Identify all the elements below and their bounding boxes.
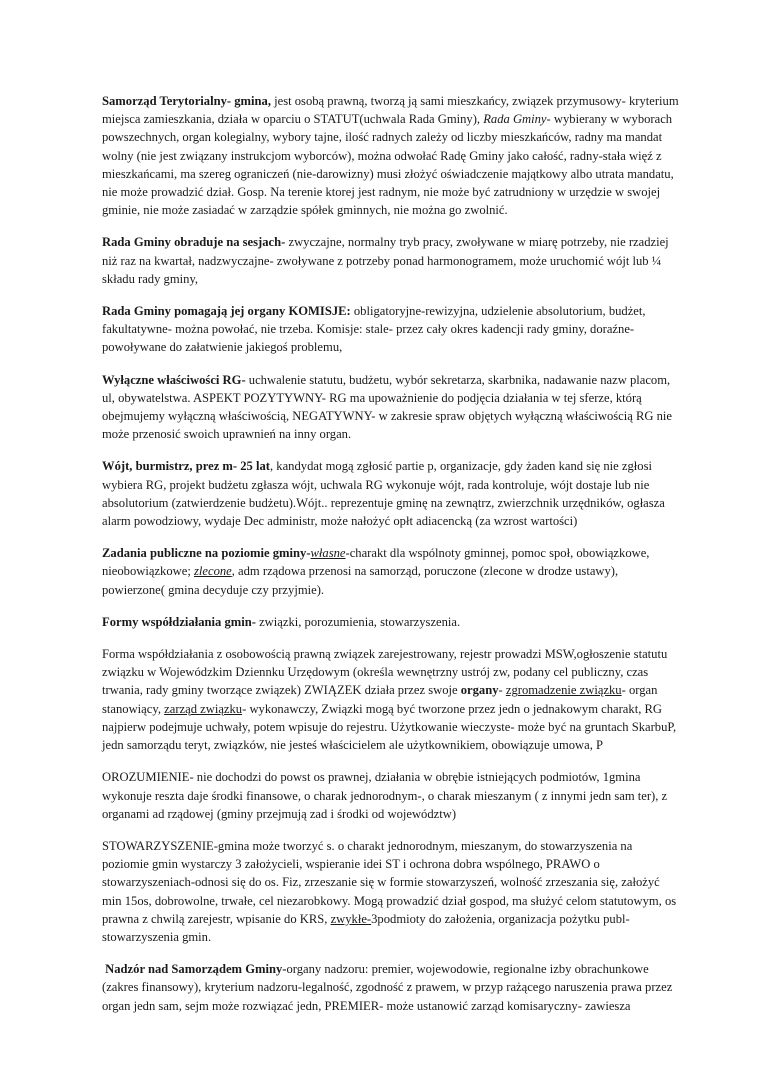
term-zwykle: zwykłe- (330, 911, 372, 926)
heading-zadania: Zadania publiczne na poziomie gminy- (102, 546, 311, 561)
heading-wlasciwosci: Wyłączne właściwości RG- (102, 372, 246, 387)
heading-formy: Formy współdziałania gmin- (102, 614, 256, 629)
paragraph-wojt: Wójt, burmistrz, prez m- 25 lat, kandydat mogą zgłosić partie p, organizacje, gdy żaden kand się nie zgłosi wybiera RG, projekt budżetu zgłasza wójt, uchwala RG wykonuje wójt, rada kontroluje, wójt dostaje lub nie absolutorium (zatwierdzenie budżetu).Wójt.. reprezentuje gminę na zewnątrz, zwierzchnik urzędników, ogłasza alarm powodziowy, wydaje Dec administr, może nałożyć opłt adiacencką (za wzrost wartości) (102, 459, 665, 529)
heading-sesje: Rada Gminy obraduje na sesjach- (102, 235, 286, 250)
paragraph-formy: Formy współdziałania gmin- związki, porozumienia, stowarzyszenia. (102, 614, 461, 629)
paragraph-porozumienie: OROZUMIENIE- nie dochodzi do powst os prawnej, działania w obrębie istniejących podmiotów, 1gmina wykonuje reszta daje środki finansowe, o charak jednorodnym-, o charak mieszanym ( z innymi jedn sam ter), z organami ad rządowej (gminy przejmują zad i środki od województw) (102, 770, 668, 821)
heading-samorzad: Samorząd Terytorialny- gmina, (102, 94, 271, 108)
term-organy: organy (460, 683, 499, 698)
term-rada-gminy: Rada Gminy- (483, 112, 551, 127)
paragraph-stowarzyszenie: STOWARZYSZENIE-gmina może tworzyć s. o charakt jednorodnym, mieszanym, do stowarzyszenia na poziomie gmin wystarczy 3 założycieli, wspieranie idei ST i ochrona dobra wspólnego, PRAWO o stowarzyszeniach-odnosi się do os. Fiz, zrzeszanie się w formie stowarzyszeń, wolność zrzeszania się, założyć min 15os, dobrowolne, trwałe, cel niezarobkowy. Mogą prowadzić dział gospod, ma służyć celom statutowym, os prawna z chwilą zarejestr, wpisanie do KRS, zwykłe-3podmioty do założenia, organizacja pożytku publ-stowarzyszenia gmin. (102, 838, 677, 944)
paragraph-sesje: Rada Gminy obraduje na sesjach- zwyczajne, normalny tryb pracy, zwoływane w miarę potrzeby, nie rzadziej niż raz na kwartał, nadzwyczajne- zwoływane z potrzeby ponad harmonogramem, może uruchomić wójt lub ¼ składu rady gminy, (102, 235, 669, 286)
term-zarzad: zarząd związku (164, 701, 243, 716)
heading-nadzor: Nadzór nad Samorządem Gminy- (105, 962, 287, 977)
paragraph-nadzor: Nadzór nad Samorządem Gminy-organy nadzoru: premier, wojewodowie, regionalne izby obrachunkowe (zakres finansowy), kryterium nadzoru-legalność, zgodność z prawem, w przyp rażącego naruszenia prawa przez organ jedn sam, sejm może rozwiązać jedn, PREMIER- może ustanowić zarząd komisaryczny- zawiesza (102, 962, 673, 1013)
heading-wojt: Wójt, burmistrz, prez m- 25 lat (102, 459, 270, 474)
term-zgromadzenie: zgromadzenie związku (505, 683, 622, 698)
paragraph-samorzad: Samorząd Terytorialny- gmina, jest osobą prawną, tworzą ją sami mieszkańcy, związek przymusowy- kryterium miejsca zamieszkania, działa w oparciu o STATUT(uchwala Rada Gminy), Rada Gminy- wybierany w wyborach powszechnych, organ kolegialny, wybory tajne, ilość radnych zależy od liczby mieszkańców, radny ma mandat wolny (nie jest związany instrukcjom wyborców), można odwołać Radę Gminy jako całość, radny-stała więź z mieszkańcami, ma szereg ograniczeń (nie-darowizny) musi złożyć oświadczenie majątkowy albo utrata mandatu, nie może prowadzić dział. Gosp. Na terenie ktorej jest radnym, nie może być zatrudniony w urzędzie w swojej gminie, nie może zasiadać w zarządzie spółek gminnych, nie można go zwolnić. (102, 94, 679, 218)
paragraph-komisje: Rada Gminy pomagają jej organy KOMISJE: obligatoryjne-rewizyjna, udzielenie absolutorium, budżet, fakultatywne- można powołać, nie trzeba. Komisje: stale- przez cały okres kadencji rady gminy, doraźne- powoływane do załatwienie jakiegoś problemu, (102, 304, 646, 355)
paragraph-wlasciwosci: Wyłączne właściwości RG- uchwalenie statutu, budżetu, wybór sekretarza, skarbnika, nadawanie nazw placom, ul, obywatelstwa. ASPEKT POZYTYWNY- RG ma upoważnienie do podjęcia działania w tej sferze, którą obejmujemy wyłączną właściwością, NEGATYWNY- w zakresie spraw objętych wyłączną właściwością RG nie może przenosić swoich uprawnień na inny organ. (102, 372, 673, 442)
paragraph-zadania: Zadania publiczne na poziomie gminy-własne-charakt dla wspólnoty gminnej, pomoc społ, obowiązkowe, nieobowiązkowe; zlecone, adm rządowa przenosi na samorząd, poruczone (zlecone w drodze ustawy), powierzone( gmina decyduje czy przyjmie). (102, 546, 650, 597)
term-wlasne: własne (310, 546, 346, 561)
term-zlecone: zlecone (193, 564, 232, 579)
heading-komisje: Rada Gminy pomagają jej organy KOMISJE: (102, 304, 351, 319)
paragraph-zwiazek: Forma współdziałania z osobowością prawną związek zarejestrowany, rejestr prowadzi MSW,ogłoszenie statutu związku w Wojewódzkim Dziennku Urzędowym (określa wewnętrzny ustrój zw, podany cel publiczny, czas trwania, rady gminy tworzące związek) ZWIĄZEK działa przez swoje organy- zgromadzenie związku- organ stanowiący, zarząd związku- wykonawczy, Związki mogą być tworzone przez jedn o jednakowym charakt, RG najpierw podejmuje uchwały, potem wpisuje do rejestru. Użytkowanie wieczyste- może być na gruntach SkarbuP, jedn samorządu teryt, związków, nie jesteś właścicielem ale użytkownikiem, obowiązuje umowa, P (102, 647, 677, 753)
